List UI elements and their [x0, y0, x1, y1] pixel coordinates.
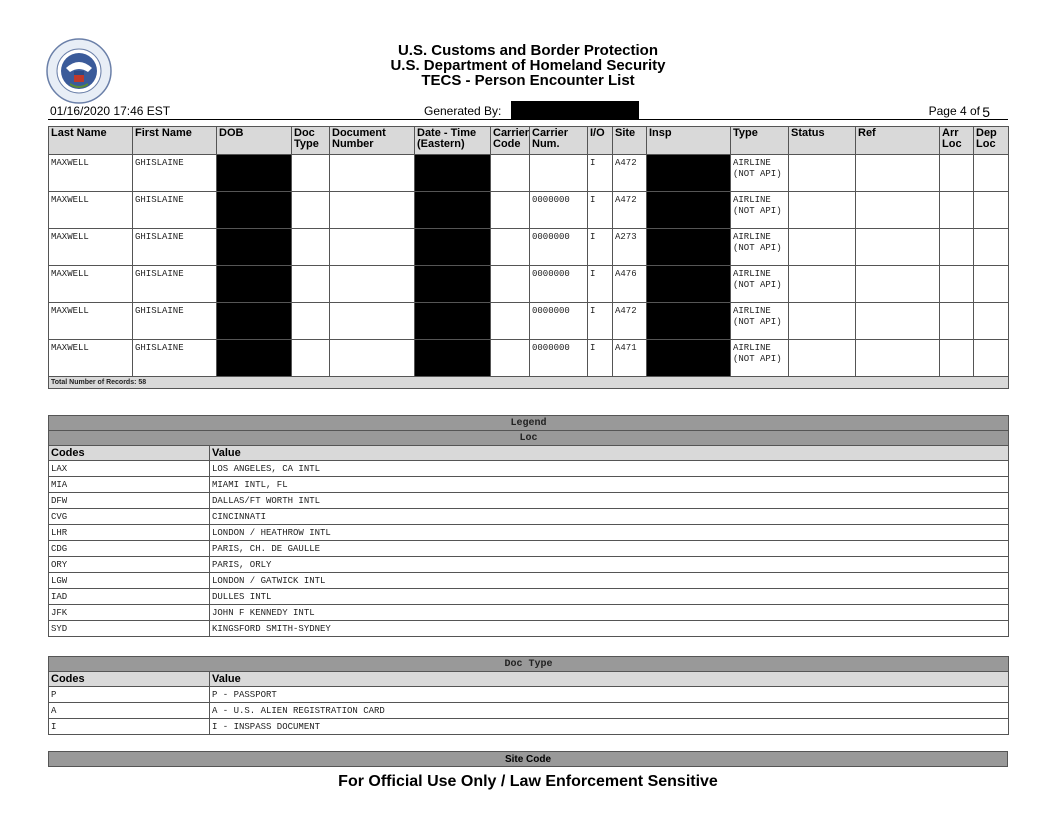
redacted-cell	[415, 303, 491, 340]
footer-classification: For Official Use Only / Law Enforcement Sensitive	[338, 773, 718, 790]
legend-value: PARIS, CH. DE GAULLE	[210, 541, 1009, 557]
doc-type-title: Doc Type	[49, 657, 1009, 672]
legend-row	[49, 461, 1009, 477]
empty-cell	[789, 155, 856, 192]
legend-row	[49, 509, 1009, 525]
table-row	[49, 303, 1009, 340]
legend-code: JFK	[49, 605, 210, 621]
legend-code: CDG	[49, 541, 210, 557]
report-name: TECS - Person Encounter List	[421, 72, 635, 89]
empty-cell	[856, 266, 940, 303]
empty-cell	[491, 229, 530, 266]
legend-row	[49, 719, 1009, 735]
empty-cell	[292, 192, 330, 229]
table-row	[49, 155, 1009, 192]
value-header: Value	[210, 446, 1009, 461]
legend-value: KINGSFORD SMITH-SYDNEY	[210, 621, 1009, 637]
legend-row	[49, 621, 1009, 637]
cell-io: I	[588, 266, 613, 303]
cell-type: AIRLINE (NOT API)	[731, 229, 789, 266]
cell-type: AIRLINE (NOT API)	[731, 303, 789, 340]
cell-site: A273	[613, 229, 647, 266]
empty-cell	[940, 229, 974, 266]
cell-first: GHISLAINE	[133, 155, 217, 192]
loc-title: Loc	[49, 431, 1009, 446]
cell-io: I	[588, 303, 613, 340]
report-datetime: 01/16/2020 17:46 EST	[50, 104, 171, 118]
column-header: Doc Type	[292, 127, 330, 155]
redacted-cell	[217, 340, 292, 377]
empty-cell	[974, 340, 1009, 377]
legend-code: SYD	[49, 621, 210, 637]
legend-value: LONDON / HEATHROW INTL	[210, 525, 1009, 541]
legend-code: CVG	[49, 509, 210, 525]
page-total: 5	[982, 104, 990, 120]
legend-row	[49, 541, 1009, 557]
column-header: Arr Loc	[940, 127, 974, 155]
redacted-cell	[415, 229, 491, 266]
cell-carrier-num: 0000000	[530, 266, 588, 303]
cell-carrier-num: 0000000	[530, 229, 588, 266]
table-row	[49, 192, 1009, 229]
legend-code: A	[49, 703, 210, 719]
cell-type: AIRLINE (NOT API)	[731, 340, 789, 377]
column-header: I/O	[588, 127, 613, 155]
empty-cell	[974, 229, 1009, 266]
empty-cell	[491, 303, 530, 340]
agency-name: U.S. Customs and Border Protection	[397, 42, 659, 59]
codes-header: Codes	[49, 672, 210, 687]
empty-cell	[974, 192, 1009, 229]
legend-row	[49, 557, 1009, 573]
empty-cell	[940, 192, 974, 229]
redacted-cell	[647, 155, 731, 192]
empty-cell	[856, 303, 940, 340]
column-header: Dep Loc	[974, 127, 1009, 155]
column-header: Ref	[856, 127, 940, 155]
empty-cell	[292, 303, 330, 340]
legend-value: I - INSPASS DOCUMENT	[210, 719, 1009, 735]
cell-last: MAXWELL	[49, 340, 133, 377]
legend-value: A - U.S. ALIEN REGISTRATION CARD	[210, 703, 1009, 719]
cell-first: GHISLAINE	[133, 192, 217, 229]
redacted-cell	[647, 266, 731, 303]
column-header: Type	[731, 127, 789, 155]
empty-cell	[940, 303, 974, 340]
empty-cell	[940, 266, 974, 303]
redacted-cell	[217, 303, 292, 340]
cell-carrier-num	[530, 155, 588, 192]
redacted-cell	[415, 192, 491, 229]
legend-code: LHR	[49, 525, 210, 541]
department-name: U.S. Department of Homeland Security	[390, 57, 666, 74]
redacted-cell	[415, 266, 491, 303]
cell-io: I	[588, 229, 613, 266]
cell-last: MAXWELL	[49, 303, 133, 340]
cell-site: A472	[613, 155, 647, 192]
empty-cell	[940, 340, 974, 377]
empty-cell	[330, 192, 415, 229]
empty-cell	[292, 266, 330, 303]
empty-cell	[330, 303, 415, 340]
total-records-row	[49, 377, 1009, 389]
empty-cell	[330, 266, 415, 303]
empty-cell	[330, 229, 415, 266]
legend-row	[49, 687, 1009, 703]
legend-code: MIA	[49, 477, 210, 493]
empty-cell	[789, 192, 856, 229]
legend-value: JOHN F KENNEDY INTL	[210, 605, 1009, 621]
legend-code: DFW	[49, 493, 210, 509]
empty-cell	[974, 266, 1009, 303]
cell-io: I	[588, 155, 613, 192]
empty-cell	[856, 340, 940, 377]
cell-carrier-num: 0000000	[530, 192, 588, 229]
redaction-bar	[511, 101, 639, 119]
redacted-cell	[415, 155, 491, 192]
legend-value: DULLES INTL	[210, 589, 1009, 605]
legend-value: LOS ANGELES, CA INTL	[210, 461, 1009, 477]
total-records: Total Number of Records: 58	[49, 377, 1009, 389]
redacted-cell	[217, 192, 292, 229]
cell-carrier-num: 0000000	[530, 303, 588, 340]
encounter-header-row	[49, 127, 1009, 155]
empty-cell	[491, 155, 530, 192]
redacted-cell	[217, 155, 292, 192]
empty-cell	[491, 266, 530, 303]
redacted-cell	[647, 340, 731, 377]
redacted-cell	[217, 229, 292, 266]
column-header: DOB	[217, 127, 292, 155]
value-header: Value	[210, 672, 1009, 687]
empty-cell	[330, 340, 415, 377]
site-code-title: Site Code	[49, 752, 1008, 767]
table-row	[49, 229, 1009, 266]
empty-cell	[491, 192, 530, 229]
redacted-cell	[647, 303, 731, 340]
redacted-cell	[415, 340, 491, 377]
legend-row	[49, 573, 1009, 589]
empty-cell	[940, 155, 974, 192]
legend-site-code-table	[48, 751, 1008, 767]
column-header: Site	[613, 127, 647, 155]
legend-value: LONDON / GATWICK INTL	[210, 573, 1009, 589]
legend-code: P	[49, 687, 210, 703]
report-title	[0, 43, 1056, 88]
legend-row	[49, 589, 1009, 605]
cell-type: AIRLINE (NOT API)	[731, 266, 789, 303]
cell-type: AIRLINE (NOT API)	[731, 192, 789, 229]
empty-cell	[856, 192, 940, 229]
redacted-cell	[217, 266, 292, 303]
cell-first: GHISLAINE	[133, 340, 217, 377]
cell-io: I	[588, 192, 613, 229]
cell-site: A471	[613, 340, 647, 377]
cell-site: A472	[613, 192, 647, 229]
legend-code: IAD	[49, 589, 210, 605]
legend-code: I	[49, 719, 210, 735]
legend-doctype-table	[48, 656, 1009, 735]
empty-cell	[974, 155, 1009, 192]
legend-code: ORY	[49, 557, 210, 573]
page-label: Page 4 of	[928, 104, 980, 118]
legend-row	[49, 493, 1009, 509]
column-header: Last Name	[49, 127, 133, 155]
column-header: Carrier Num.	[530, 127, 588, 155]
legend-value: MIAMI INTL, FL	[210, 477, 1009, 493]
column-header: Document Number	[330, 127, 415, 155]
codes-header: Codes	[49, 446, 210, 461]
legend-loc-table	[48, 415, 1009, 637]
legend-row	[49, 525, 1009, 541]
column-header: Date - Time (Eastern)	[415, 127, 491, 155]
cell-carrier-num: 0000000	[530, 340, 588, 377]
legend-value: CINCINNATI	[210, 509, 1009, 525]
legend-row	[49, 703, 1009, 719]
cell-site: A472	[613, 303, 647, 340]
empty-cell	[789, 229, 856, 266]
legend-row	[49, 477, 1009, 493]
legend-code: LAX	[49, 461, 210, 477]
cell-site: A476	[613, 266, 647, 303]
column-header: Insp	[647, 127, 731, 155]
empty-cell	[789, 266, 856, 303]
legend-code: LGW	[49, 573, 210, 589]
legend-row	[49, 605, 1009, 621]
cell-type: AIRLINE (NOT API)	[731, 155, 789, 192]
cell-last: MAXWELL	[49, 266, 133, 303]
empty-cell	[330, 155, 415, 192]
empty-cell	[292, 155, 330, 192]
legend-value: DALLAS/FT WORTH INTL	[210, 493, 1009, 509]
legend-value: P - PASSPORT	[210, 687, 1009, 703]
empty-cell	[292, 340, 330, 377]
encounter-table	[48, 126, 1009, 389]
column-header: Carrier Code	[491, 127, 530, 155]
empty-cell	[974, 303, 1009, 340]
empty-cell	[856, 229, 940, 266]
cell-last: MAXWELL	[49, 155, 133, 192]
empty-cell	[789, 303, 856, 340]
legend-value: PARIS, ORLY	[210, 557, 1009, 573]
cell-io: I	[588, 340, 613, 377]
table-row	[49, 340, 1009, 377]
legend-title: Legend	[49, 416, 1009, 431]
empty-cell	[789, 340, 856, 377]
empty-cell	[292, 229, 330, 266]
redacted-cell	[647, 229, 731, 266]
table-row	[49, 266, 1009, 303]
cell-last: MAXWELL	[49, 229, 133, 266]
report-meta-row	[48, 104, 1008, 120]
cell-last: MAXWELL	[49, 192, 133, 229]
column-header: First Name	[133, 127, 217, 155]
empty-cell	[491, 340, 530, 377]
generated-by-label: Generated By:	[424, 104, 502, 118]
column-header: Status	[789, 127, 856, 155]
empty-cell	[856, 155, 940, 192]
redacted-cell	[647, 192, 731, 229]
cell-first: GHISLAINE	[133, 303, 217, 340]
cell-first: GHISLAINE	[133, 266, 217, 303]
cell-first: GHISLAINE	[133, 229, 217, 266]
